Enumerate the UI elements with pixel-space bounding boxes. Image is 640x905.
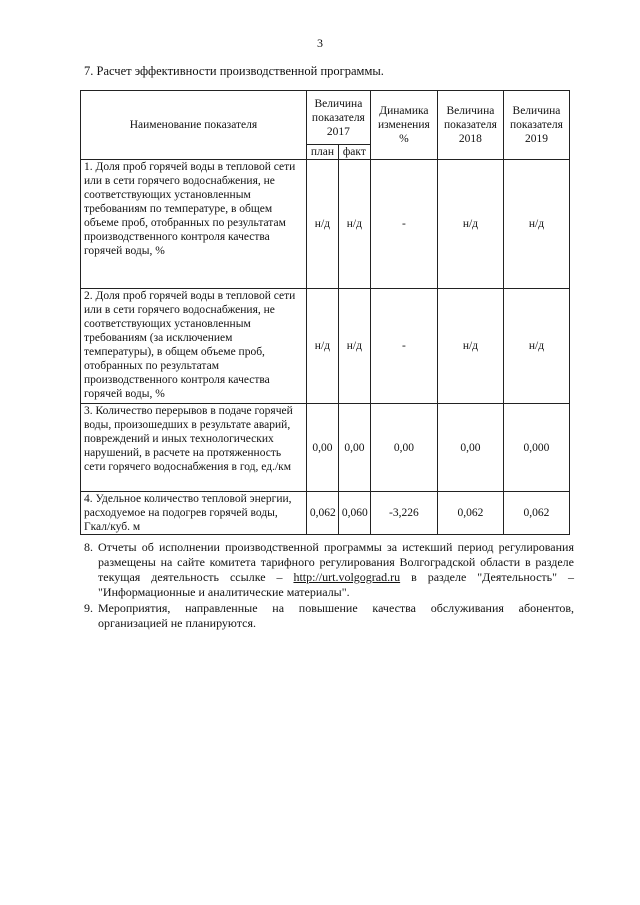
cell-plan: н/д [306, 289, 338, 404]
cell-dynamics: -3,226 [370, 492, 437, 535]
header-value-2017: Величина показателя 2017 [306, 91, 370, 145]
reports-link[interactable]: http://urt.volgograd.ru [293, 570, 401, 584]
header-value-2019: Величина показателя 2019 [503, 91, 569, 160]
cell-dynamics: - [370, 289, 437, 404]
row-name: 1. Доля проб горячей воды в тепловой сети или в сети горячего водоснабжения, не соответствующих установленным требованиям по температуре, в общем объеме проб, отобранных по результатам производственного контроля качества горячей воды, % [81, 160, 307, 289]
cell-plan: 0,00 [306, 404, 338, 492]
cell-2018: 0,062 [437, 492, 503, 535]
notes-list [84, 540, 574, 632]
header-plan: план [306, 145, 338, 160]
cell-2019: н/д [503, 160, 569, 289]
section-heading: 7. Расчет эффективности производственной программы. [84, 64, 384, 78]
cell-plan: н/д [306, 160, 338, 289]
header-dynamics: Динамика изменения % [370, 91, 437, 160]
cell-fact: 0,060 [338, 492, 370, 535]
cell-dynamics: 0,00 [370, 404, 437, 492]
note-text-after: в разделе "Деятельность" – "Информационные и аналитические материалы". [98, 570, 574, 599]
header-fact: факт [338, 145, 370, 160]
cell-fact: 0,00 [338, 404, 370, 492]
efficiency-table [80, 90, 570, 535]
cell-fact: н/д [338, 289, 370, 404]
note-number: 9. [84, 601, 93, 615]
page-number: 3 [317, 36, 323, 50]
cell-2019: 0,062 [503, 492, 569, 535]
cell-2018: н/д [437, 289, 503, 404]
table-row [81, 160, 570, 289]
row-name: 2. Доля проб горячей воды в тепловой сети или в сети горячего водоснабжения, не соответствующих установленным требованиям (за исключением температуры), в общем объеме проб, отобранных по результатам производственного контроля качества горячей воды, % [81, 289, 307, 404]
cell-2018: 0,00 [437, 404, 503, 492]
note-text-before: Отчеты об исполнении производственной программы за истекший период регулирования размещены на сайте комитета тарифного регулирования Волгоградской области в разделе текущая деятельность ссылке – [98, 540, 574, 584]
table-row [81, 492, 570, 535]
table-row [81, 404, 570, 492]
cell-fact: н/д [338, 160, 370, 289]
note-text: Мероприятия, направленные на повышение качества обслуживания абонентов, организацией не планируются. [98, 601, 574, 630]
cell-plan: 0,062 [306, 492, 338, 535]
row-name: 4. Удельное количество тепловой энергии, расходуемое на подогрев горячей воды, Гкал/куб. м [81, 492, 307, 535]
header-name: Наименование показателя [81, 91, 307, 160]
cell-dynamics: - [370, 160, 437, 289]
header-value-2018: Величина показателя 2018 [437, 91, 503, 160]
table-header-row [81, 91, 570, 145]
note-item [84, 601, 574, 631]
note-text [98, 540, 574, 600]
note-number: 8. [84, 540, 93, 554]
cell-2019: н/д [503, 289, 569, 404]
cell-2018: н/д [437, 160, 503, 289]
row-name: 3. Количество перерывов в подаче горячей воды, произошедших в результате аварий, повреждений и иных технологических нарушений, в расчете на протяженность сети горячего водоснабжения в год, ед./км [81, 404, 307, 492]
note-item [84, 540, 574, 600]
table-row [81, 289, 570, 404]
cell-2019: 0,000 [503, 404, 569, 492]
